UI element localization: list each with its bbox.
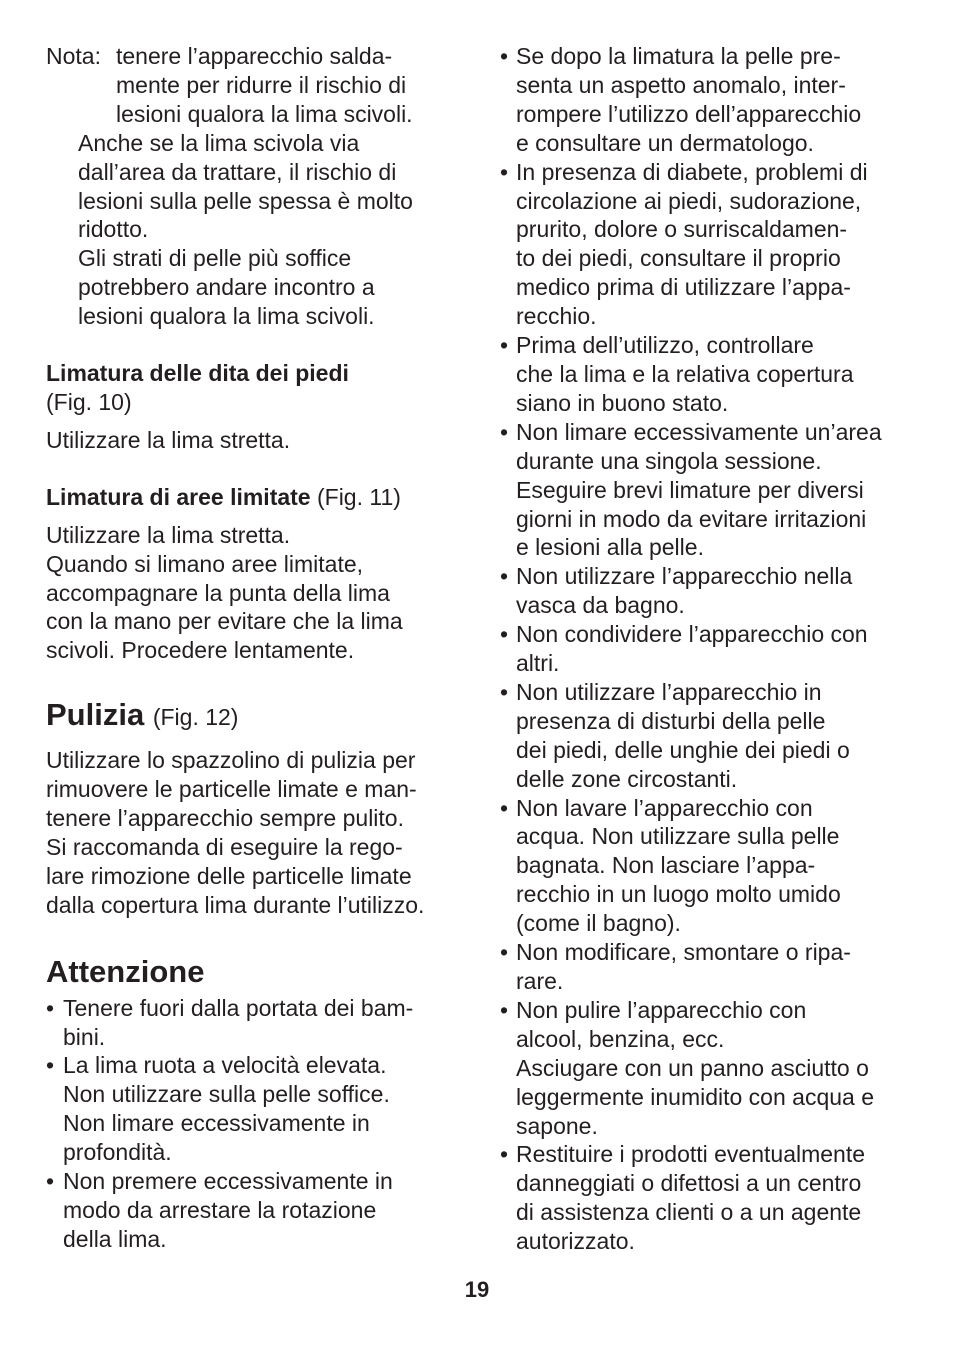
bullet-line: della lima. (63, 1225, 167, 1252)
bullet-dot: • (46, 1052, 55, 1079)
bullet-line: danneggiati o difettosi a un centro (516, 1170, 862, 1197)
warning-bullet (500, 678, 920, 794)
bullet-line: recchio in un luogo molto umido (516, 881, 841, 908)
warning-bullet (500, 1140, 920, 1256)
bullet-dot: • (500, 158, 509, 185)
bullet-dot: • (500, 678, 509, 705)
bullet-dot: • (46, 1168, 55, 1195)
toe-filing-fig: (Fig. 10) (46, 388, 132, 415)
limited-areas-line: scivoli. Procedere lentamente. (46, 637, 355, 664)
bullet-line: vasca da bagno. (516, 592, 685, 619)
warning-bullet (500, 42, 920, 158)
bullet-dot: • (46, 994, 55, 1021)
note-extra-line: lesioni qualora la lima scivoli. (78, 303, 375, 330)
bullet-dot: • (500, 332, 509, 359)
bullet-line: e consultare un dermatologo. (516, 129, 814, 156)
limited-areas-line: Quando si limano aree limitate, (46, 550, 364, 577)
bullet-line: profondità. (63, 1139, 172, 1166)
bullet-line: siano in buono stato. (516, 389, 729, 416)
bullet-dot: • (500, 996, 509, 1023)
bullet-line: alcool, benzina, ecc. (516, 1025, 725, 1052)
bullet-dot: • (500, 621, 509, 648)
toe-filing-heading: Limatura delle dita dei piedi (46, 360, 349, 387)
bullet-line: bagnata. Non lasciare l’appa- (516, 852, 816, 879)
bullet-line: di assistenza clienti o a un agente (516, 1199, 862, 1226)
cleaning-line: lare rimozione delle particelle limate (46, 862, 412, 889)
cleaning-heading-line (46, 695, 466, 737)
warning-heading: Attenzione (46, 953, 205, 989)
bullet-dot: • (500, 1141, 509, 1168)
note-extra-line: Anche se la lima scivola via (78, 129, 360, 156)
bullet-line: senta un aspetto anomalo, inter- (516, 71, 846, 98)
bullet-dot: • (500, 563, 509, 590)
right-column (500, 42, 920, 1256)
bullet-line: altri. (516, 650, 560, 677)
note-extra-line: Gli strati di pelle più soffice (78, 245, 352, 272)
note-line: lesioni qualora la lima scivoli. (116, 100, 413, 127)
bullet-line: Non premere eccessivamente in (63, 1168, 393, 1195)
bullet-line: Prima dell’utilizzo, controllare (516, 332, 814, 359)
warning-bullet (500, 794, 920, 939)
bullet-dot: • (500, 939, 509, 966)
limited-areas-line: con la mano per evitare che la lima (46, 608, 403, 635)
note-extra-line: lesioni sulla pelle spessa è molto (78, 187, 413, 214)
warning-bullet (500, 620, 920, 678)
bullet-line: giorni in modo da evitare irritazioni (516, 505, 867, 532)
bullet-line: Se dopo la limatura la pelle pre- (516, 43, 841, 69)
bullet-line: e lesioni alla pelle. (516, 534, 704, 561)
warning-bullet (46, 994, 466, 1052)
bullet-line: Non modificare, smontare o ripa- (516, 939, 851, 966)
warning-bullet (500, 996, 920, 1141)
bullet-line: recchio. (516, 303, 597, 330)
bullet-line: medico prima di utilizzare l’appa- (516, 274, 851, 301)
cleaning-heading: Pulizia (46, 697, 145, 733)
bullet-line: Non limare eccessivamente un’area (516, 418, 882, 445)
note-line: tenere l’apparecchio salda- (116, 43, 393, 69)
bullet-line: La lima ruota a velocità elevata. (63, 1052, 387, 1079)
page-number: 19 (464, 1277, 490, 1302)
bullet-line: presenza di disturbi della pelle (516, 707, 826, 734)
bullet-line: Non utilizzare l’apparecchio in (516, 678, 822, 705)
bullet-line: Asciugare con un panno asciutto o (516, 1054, 869, 1081)
bullet-line: Non pulire l’apparecchio con (516, 996, 807, 1023)
left-column (46, 42, 466, 1254)
note-extra (46, 129, 466, 331)
bullet-line: Restituire i prodotti eventualmente (516, 1141, 866, 1168)
limited-areas-heading-line (46, 483, 466, 512)
bullet-line: prurito, dolore o surriscaldamen- (516, 216, 848, 243)
warning-bullet (500, 938, 920, 996)
bullet-line: modo da arrestare la rotazione (63, 1197, 377, 1223)
bullet-line: In presenza di diabete, problemi di (516, 158, 868, 185)
bullet-line: autorizzato. (516, 1228, 635, 1255)
bullet-line: to dei piedi, consultare il proprio (516, 245, 841, 272)
bullet-line: rompere l’utilizzo dell’apparecchio (516, 100, 862, 127)
bullet-line: (come il bagno). (516, 910, 681, 937)
bullet-line: Eseguire brevi limature per diversi (516, 476, 864, 503)
bullet-line: Non limare eccessivamente in (63, 1110, 370, 1137)
warning-bullet (500, 331, 920, 418)
cleaning-line: Si raccomanda di eseguire la rego- (46, 833, 403, 860)
warning-bullet (46, 1051, 466, 1167)
warning-bullet (500, 562, 920, 620)
bullet-line: leggermente inumidito con acqua e (516, 1083, 875, 1110)
bullet-line: Non utilizzare l’apparecchio nella (516, 563, 853, 590)
bullet-line: durante una singola sessione. (516, 447, 822, 474)
bullet-dot: • (500, 43, 509, 69)
bullet-line: acqua. Non utilizzare sulla pelle (516, 823, 840, 850)
bullet-line: delle zone circostanti. (516, 765, 738, 792)
limited-areas-fig: (Fig. 11) (316, 483, 401, 510)
bullet-line: bini. (63, 1023, 106, 1050)
limited-areas-heading: Limatura di aree limitate (46, 483, 311, 510)
bullet-line: Non utilizzare sulla pelle soffice. (63, 1081, 390, 1108)
cleaning-line: Utilizzare lo spazzolino di pulizia per (46, 747, 416, 774)
cleaning-line: tenere l’apparecchio sempre pulito. (46, 805, 404, 832)
note-extra-line: dall’area da trattare, il rischio di (78, 158, 397, 185)
bullet-line: rare. (516, 968, 564, 994)
note-line: mente per ridurre il rischio di (116, 71, 407, 98)
bullet-dot: • (500, 794, 509, 821)
note-extra-line: ridotto. (78, 216, 149, 243)
bullet-line: sapone. (516, 1112, 598, 1139)
bullet-line: Non condividere l’apparecchio con (516, 621, 868, 648)
limited-areas-line: accompagnare la punta della lima (46, 579, 390, 606)
cleaning-line: rimuovere le particelle limate e man- (46, 776, 417, 803)
bullet-line: dei piedi, delle unghie dei piedi o (516, 736, 850, 763)
bullet-line: che la lima e la relativa copertura (516, 360, 854, 387)
warning-bullet (500, 418, 920, 563)
limited-areas-line: Utilizzare la lima stretta. (46, 521, 291, 548)
bullet-line: Non lavare l’apparecchio con (516, 794, 813, 821)
warning-bullet (46, 1167, 466, 1254)
bullet-line: Tenere fuori dalla portata dei bam- (63, 994, 414, 1021)
note-label: Nota: (46, 43, 101, 69)
bullet-line: circolazione ai piedi, sudorazione, (516, 187, 862, 214)
bullet-dot: • (500, 418, 509, 445)
cleaning-fig: (Fig. 12) (152, 704, 239, 731)
note-block (46, 42, 466, 129)
cleaning-line: dalla copertura lima durante l’utilizzo. (46, 891, 425, 918)
toe-filing-text: Utilizzare la lima stretta. (46, 426, 291, 453)
note-extra-line: potrebbero andare incontro a (78, 274, 375, 301)
warning-bullet (500, 158, 920, 331)
